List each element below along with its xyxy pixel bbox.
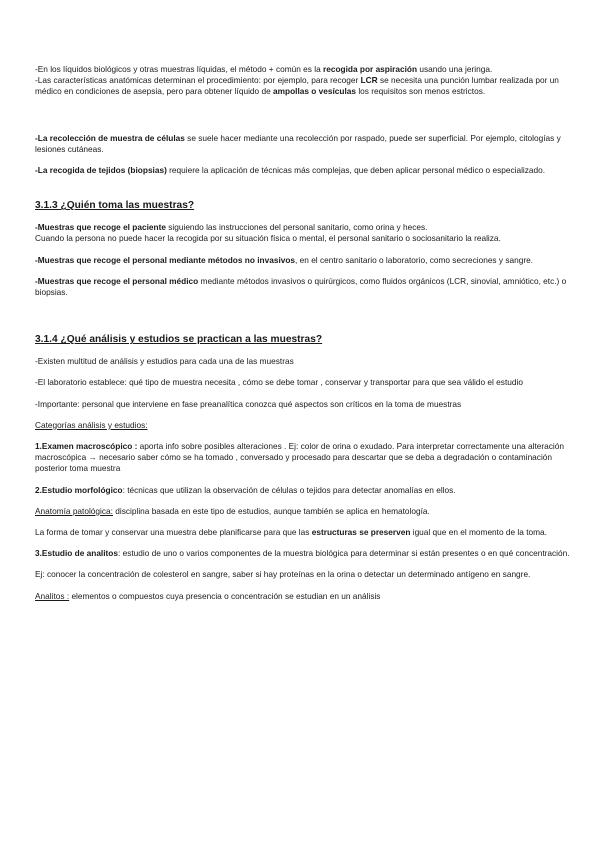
paragraph-analitos-estudio: 3.Estudio de analitos: estudio de uno o varios componentes de la muestra biológica para determinar si están presentes o en qué concentración.	[35, 548, 570, 559]
heading-3-1-4: 3.1.4 ¿Qué análisis y estudios se practican a las muestras?	[35, 334, 323, 346]
paragraph-importante: -Importante: personal que interviene en fase preanalítica conozca qué aspectos son críticos en la toma de muestras	[35, 398, 462, 409]
paragraph-caracteristicas: -Las características anatómicas determinan el procedimiento: por ejemplo, para recoger LCR se necesita una punción lumbar realizada por un médico en condiciones de asepsia, pero para obtener líquido de ampollas o vesículas los requisitos son menos estrictos.	[35, 75, 559, 97]
paragraph-multitud: -Existen multitud de análisis y estudios para cada una de las muestras	[35, 356, 294, 367]
paragraph-forma-tomar: La forma de tomar y conservar una muestra debe planificarse para que las estructuras se preserven igual que en el momento de la toma.	[35, 527, 547, 538]
paragraph-biopsias: -La recogida de tejidos (biopsias) requiere la aplicación de técnicas más complejas, que deben aplicar personal médico o especializado.	[35, 165, 546, 176]
heading-3-1-3: 3.1.3 ¿Quién toma las muestras?	[35, 200, 195, 212]
paragraph-macroscopico: 1.Examen macroscópico : aporta info sobre posibles alteraciones . Ej: color de orina o exudado. Para interpretar correctamente una alteración macroscópica → necesario saber cómo se ha tomado , conversado y procesado para descartar que se deba a degradación o contaminación posterior toma muestra	[35, 441, 564, 474]
paragraph-morfologico: 2.Estudio morfológico: técnicas que utilizan la observación de células o tejidos para detectar anomalías en ellos.	[35, 484, 456, 495]
paragraph-personal-medico: -Muestras que recoge el personal médico mediante métodos invasivos o quirúrgicos, como fluidos orgánicos (LCR, sinovial, amniótico, etc.) o biopsias.	[35, 275, 567, 298]
paragraph-laboratorio: -El laboratorio establece: qué tipo de muestra necesita , cómo se debe tomar , conservar y transportar para que sea válido el estudio	[35, 377, 523, 388]
paragraph-analitos-def: Analitos : elementos o compuestos cuya presencia o concentración se estudian en un análisis	[35, 590, 381, 601]
paragraph-celulas: -La recolección de muestra de células se suele hacer mediante una recolección por raspado, puede ser superficial. Por ejemplo, citologías y lesiones cutáneas.	[35, 132, 561, 154]
paragraph-aspiracion: -En los líquidos biológicos y otras muestras líquidas, el método + común es la recogida por aspiración usando una jeringa.	[35, 64, 493, 74]
paragraph-no-invasivos: -Muestras que recoge el personal mediante métodos no invasivos, en el centro sanitario o laboratorio, como secreciones y sangre.	[35, 254, 534, 265]
paragraph-anatomia: Anatomía patológica: disciplina basada en este tipo de estudios, aunque también se aplica en hematología.	[35, 505, 430, 516]
paragraph-categorias: Categorías análisis y estudios:	[35, 419, 148, 430]
paragraph-ejemplo: Ej: conocer la concentración de colesterol en sangre, saber si hay proteínas en la orina o detectar un determinado antígeno en sangre.	[35, 569, 531, 580]
paragraph-paciente: -Muestras que recoge el paciente siguiendo las instrucciones del personal sanitario, como orina y heces. Cuando la persona no puede hacer la recogida por su situación física o mental, el personal sanitario o sociosanitario la realiza.	[35, 222, 501, 244]
